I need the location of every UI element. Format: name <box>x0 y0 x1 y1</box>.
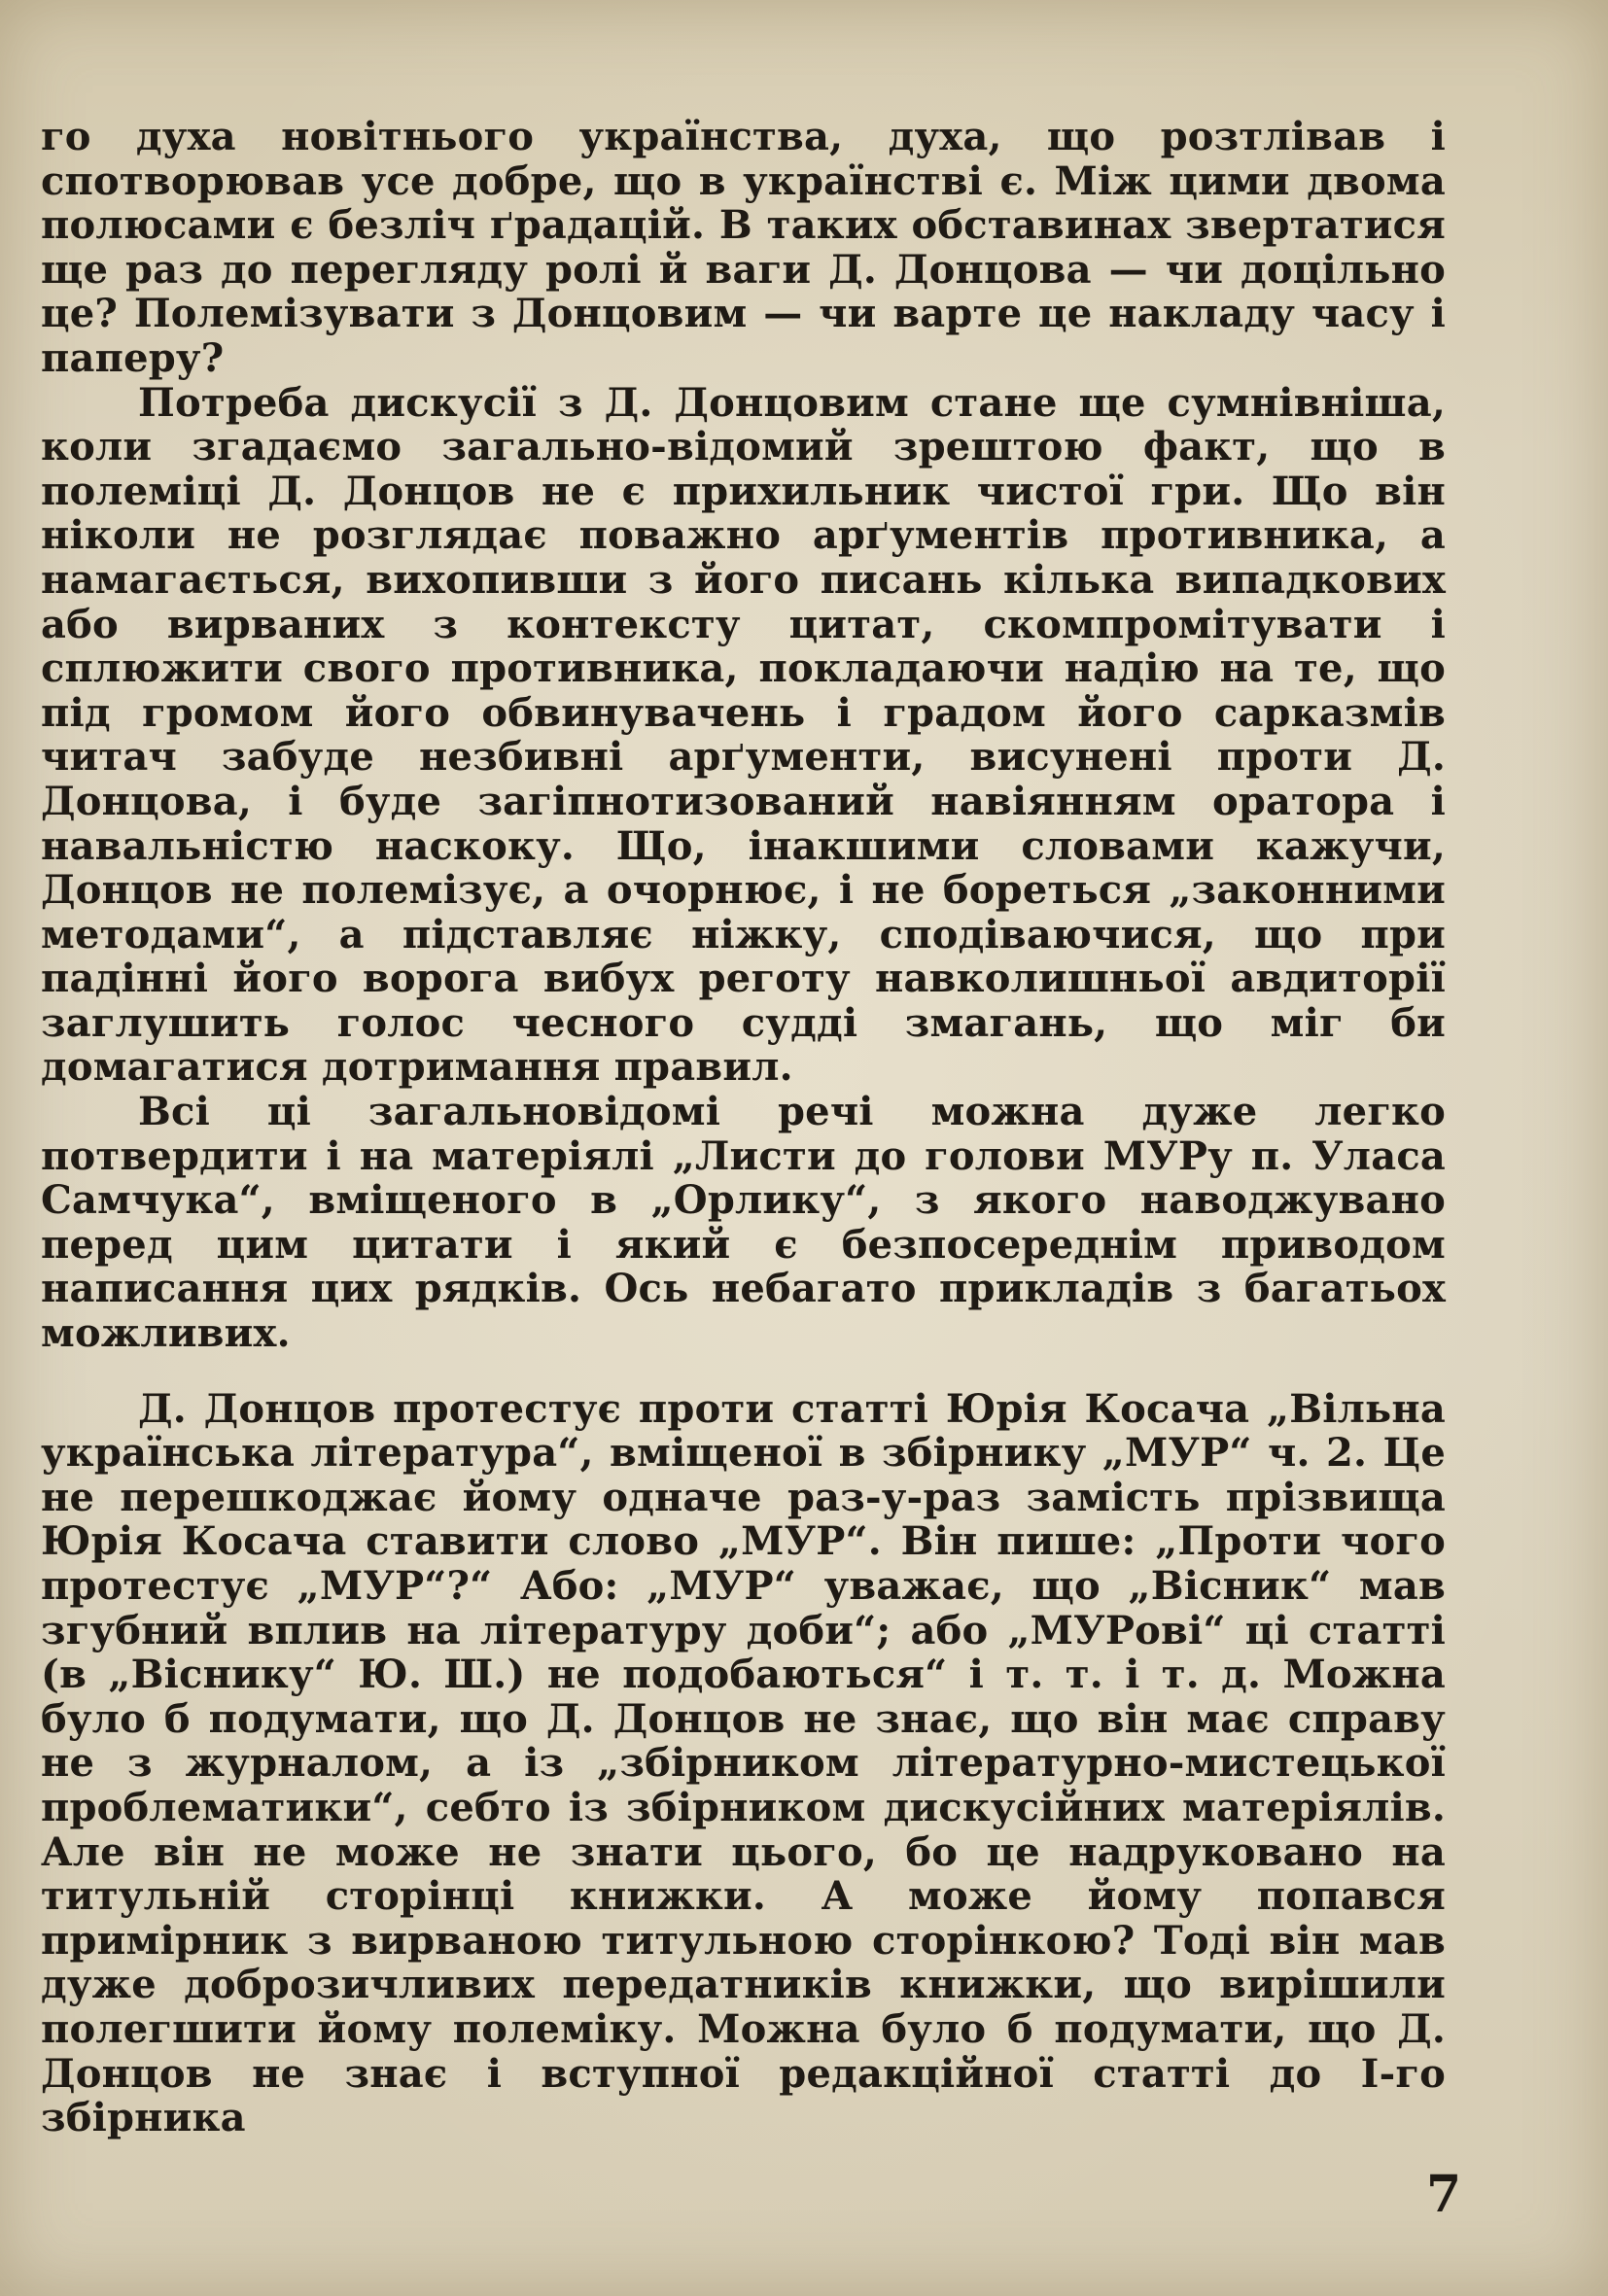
paragraph-2: Потреба дискусії з Д. Донцовим стане ще сумнівніша, коли згадаємо загально-відомий зрештою факт, що в полеміці Д. Донцов не є прихильник чистої гри. Що він ніколи не розглядає поважно арґументів противника, а намагається, вихопивши з його писань кілька випадкових або вирваних з контексту цитат, скомпромітувати і сплюжити свого противника, покладаючи надію на те, що під громом його обвинувачень і градом його сарказмів читач забуде незбивні арґументи, висунені проти Д. Донцова, і буде загіпнотизований навіянням оратора і навальністю наскоку. Що, інакшими словами кажучи, Донцов не полемізує, а очорнює, і не бореться „законними методами“, а підставляє ніжку, сподіваючися, що при падінні його ворога вибух реготу навколишньої авдиторії заглушить голос чесного судді змагань, що міг би домагатися дотримання правил. <box>41 379 1446 1091</box>
paragraph-1: го духа новітнього українства, духа, що розтлівав і спотворював усе добре, що в українстві є. Між цими двома полюсами є безліч ґрадацій. В таких обставинах звертатися ще раз до перегляду ролі й ваги Д. Донцова — чи доцільно це? Полемізувати з Донцовим — чи варте це накладу часу і паперу? <box>41 114 1446 381</box>
page-number: 7 <box>1426 2165 1462 2224</box>
paragraph-3: Всі ці загальновідомі речі можна дуже легко потвердити і на матеріялі „Листи до голови МУРу п. Уласа Самчука“, вміщеного в „Орлику“, з якого наводжувано перед цим цитати і який є безпосереднім приводом написання цих рядків. Ось небагато прикладів з багатьох можливих. <box>41 1089 1446 1357</box>
body-text <box>41 115 1446 2140</box>
paragraph-4: Д. Донцов протестує проти статті Юрія Косача „Вільна українська література“, вміщеної в збірнику „МУР“ ч. 2. Це не перешкоджає йому одначе раз-у-раз замість прізвища Юрія Косача ставити слово „МУР“. Він пише: „Проти чого протестує „МУР“?“ Або: „МУР“ уважає, що „Вісник“ мав згубний вплив на літературу доби“; або „МУРові“ ці статті (в „Віснику“ Ю. Ш.) не подобаються“ і т. т. і т. д. Можна було б подумати, що Д. Донцов не знає, що він має справу не з журналом, а із „збірником літературно-мистецької проблематики“, себто із збірником дискусійних матеріялів. Але він не може не знати цього, бо це надруковано на титульній сторінці книжки. А може йому попався примірник з вирваною титульною сторінкою? Тоді він мав дуже доброзичливих передатників книжки, що вирішили полегшити йому полеміку. Можна було б подумати, що Д. Донцов не знає і вступної редакційної статті до І-го збірника <box>41 1385 1446 2141</box>
